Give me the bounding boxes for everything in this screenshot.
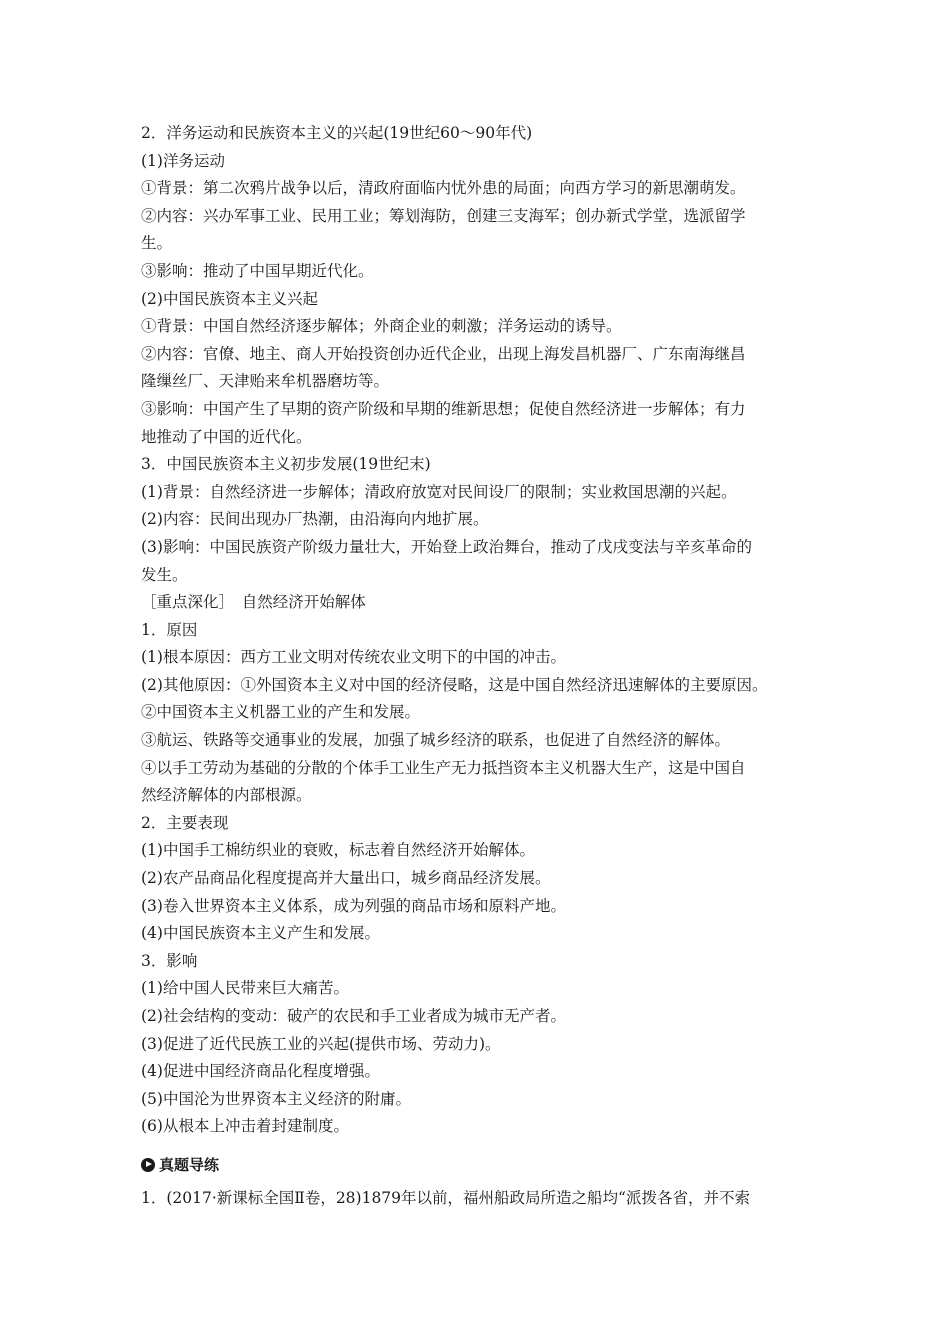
text-line: ①背景：中国自然经济逐步解体；外商企业的刺激；洋务运动的诱导。 [141,317,622,336]
text-line: 然经济解体的内部根源。 [141,786,312,805]
text-line: (2)农产品商品化程度提高并大量出口，城乡商品经济发展。 [141,869,551,888]
text-line: (2)其他原因：①外国资本主义对中国的经济侵略，这是中国自然经济迅速解体的主要原因。 [141,675,768,694]
text-line: ②中国资本主义机器工业的产生和发展。 [141,703,421,722]
question-text: 1．(2017·新课标全国Ⅱ卷，28)1879年以前，福州船政局所造之船均“派拨各省，并不索 [141,1188,750,1207]
text-line: ［重点深化］ 自然经济开始解体 [141,593,366,612]
text-line: 2．洋务运动和民族资本主义的兴起(19世纪60～90年代) [141,124,533,142]
play-circle-icon [141,1158,155,1172]
text-line: (3)促进了近代民族工业的兴起(提供市场、劳动力)。 [141,1034,501,1053]
text-line: (4)中国民族资本主义产生和发展。 [141,924,380,943]
text-line: (1)中国手工棉纺织业的衰败，标志着自然经济开始解体。 [141,841,535,860]
text-line: ④以手工劳动为基础的分散的个体手工业生产无力抵挡资本主义机器大生产，这是中国自 [141,758,746,777]
text-line: 隆缫丝厂、天津贻来牟机器磨坊等。 [141,372,390,391]
text-line: ①背景：第二次鸦片战争以后，清政府面临内忧外患的局面；向西方学习的新思潮萌发。 [141,179,746,198]
text-line: 3．中国民族资本主义初步发展(19世纪末) [141,455,431,474]
text-line: (2)中国民族资本主义兴起 [141,289,318,308]
text-line: (1)给中国人民带来巨大痛苦。 [141,979,349,998]
text-line: (3)影响：中国民族资产阶级力量壮大，开始登上政治舞台，推动了戊戌变法与辛亥革命的 [141,537,752,556]
text-line: (6)从根本上冲击着封建制度。 [141,1117,349,1136]
text-line: 发生。 [141,565,188,584]
document-page [141,120,813,1213]
section-heading [141,1153,813,1177]
text-line: (2)社会结构的变动：破产的农民和手工业者成为城市无产者。 [141,1007,566,1025]
text-line: 1．原因 [141,620,198,639]
text-line: (3)卷入世界资本主义体系，成为列强的商品市场和原料产地。 [141,896,566,915]
text-line: ③影响：推动了中国早期近代化。 [141,261,374,280]
text-line: (5)中国沦为世界资本主义经济的附庸。 [141,1089,411,1108]
text-line: ③航运、铁路等交通事业的发展，加强了城乡经济的联系，也促进了自然经济的解体。 [141,731,731,750]
text-line: ②内容：兴办军事工业、民用工业；筹划海防，创建三支海军；创办新式学堂，选派留学 [141,206,746,225]
text-line: (2)内容：民间出现办厂热潮，由沿海向内地扩展。 [141,510,489,529]
text-line: (4)促进中国经济商品化程度增强。 [141,1062,380,1081]
content-body [141,120,813,1141]
text-line: (1)背景：自然经济进一步解体；清政府放宽对民间设厂的限制；实业救国思潮的兴起。 [141,482,737,501]
text-line: ②内容：官僚、地主、商人开始投资创办近代企业，出现上海发昌机器厂、广东南海继昌 [141,344,746,363]
text-line: (1)洋务运动 [141,151,225,170]
text-line: 地推动了中国的近代化。 [141,427,312,446]
text-line: (1)根本原因：西方工业文明对传统农业文明下的中国的冲击。 [141,648,566,667]
text-line: 3．影响 [141,951,198,970]
text-line: 2．主要表现 [141,813,229,832]
section-title: 真题导练 [159,1155,220,1174]
text-line: ③影响：中国产生了早期的资产阶级和早期的维新思想；促使自然经济进一步解体；有力 [141,399,746,418]
text-line: 生。 [141,234,173,253]
